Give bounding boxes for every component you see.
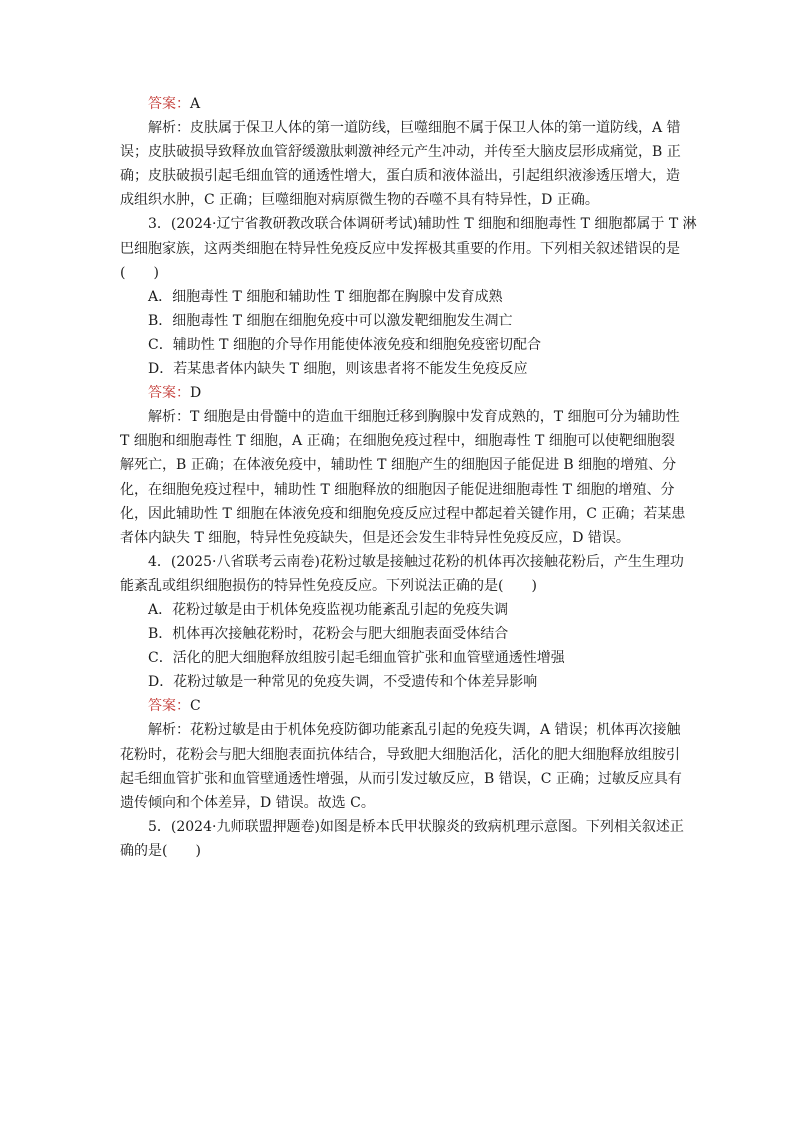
text-line: 确的是( ) bbox=[120, 842, 201, 859]
answer-label: 答案： bbox=[148, 385, 190, 402]
text-line: 误；皮肤破损导致释放血管舒缓激肽刺激神经元产生冲动，并传至大脑皮层形成痛觉，B 正 bbox=[120, 144, 681, 161]
option-a: A．花粉过敏是由于机体免疫监视功能紊乱引起的免疫失调 bbox=[148, 601, 509, 618]
document-page bbox=[120, 92, 697, 863]
answer-blank: ( ) bbox=[120, 264, 159, 281]
text-line: 解析：花粉过敏是由于机体免疫防御功能紊乱引起的免疫失调，A 错误；机体再次接触 bbox=[148, 722, 681, 739]
question-4-stem: 4．(2025·八省联考云南卷)花粉过敏是接触过花粉的机体再次接触花粉后，产生生理功 bbox=[148, 553, 684, 570]
answer-value: A bbox=[190, 96, 201, 112]
question-5-stem: 5．(2024·九师联盟押题卷)如图是桥本氏甲状腺炎的致病机理示意图。下列相关叙述正 bbox=[148, 818, 684, 835]
text-line: 解死亡，B 正确；在体液免疫中，辅助性 T 细胞产生的细胞因子能促进 B 细胞的增殖、分 bbox=[120, 457, 677, 474]
text-line: 成组织水肿，C 正确；巨噬细胞对病原微生物的吞噬不具有特异性，D 正确。 bbox=[120, 192, 599, 209]
text-line: 能紊乱或组织细胞损伤的特异性免疫反应。下列说法正确的是( ) bbox=[120, 577, 537, 594]
option-c: C．辅助性 T 细胞的介导作用能使体液免疫和细胞免疫密切配合 bbox=[148, 336, 541, 353]
option-a: A．细胞毒性 T 细胞和辅助性 T 细胞都在胸腺中发育成熟 bbox=[148, 288, 503, 305]
answer-line-1 bbox=[120, 92, 676, 116]
option-d: D．花粉过敏是一种常见的免疫失调，不受遗传和个体差异影响 bbox=[148, 674, 538, 691]
option-b: B．细胞毒性 T 细胞在细胞免疫中可以激发靶细胞发生凋亡 bbox=[148, 312, 513, 329]
answer-label: 答案： bbox=[148, 96, 190, 112]
text-line: 确；皮肤破损引起毛细血管的通透性增大，蛋白质和液体溢出，引起组织液渗透压增大，造 bbox=[120, 168, 680, 185]
text-line: 起毛细血管扩张和血管壁通透性增强，从而引发过敏反应，B 错误，C 正确；过敏反应具有 bbox=[120, 770, 682, 787]
text-line: 化，因此辅助性 T 细胞在体液免疫和细胞免疫反应过程中都起着关键作用，C 正确；若某患 bbox=[120, 505, 686, 522]
answer-value: C bbox=[190, 698, 201, 715]
text-line: 花粉时，花粉会与肥大细胞表面抗体结合，导致肥大细胞活化，活化的肥大细胞释放组胺引 bbox=[120, 746, 680, 763]
question-3-stem: 3．(2024·辽宁省教研教改联合体调研考试)辅助性 T 细胞和细胞毒性 T 细胞都属于 T 淋 bbox=[148, 216, 697, 233]
answer-line-3 bbox=[120, 381, 676, 405]
text-line: 解析：T 细胞是由骨髓中的造血干细胞迁移到胸腺中发育成熟的，T 细胞可分为辅助性 bbox=[148, 409, 680, 426]
text-line: T 细胞和细胞毒性 T 细胞，A 正确；在细胞免疫过程中，细胞毒性 T 细胞可以使靶细胞裂 bbox=[120, 433, 675, 450]
text-line: 巴细胞家族，这两类细胞在特异性免疫反应中发挥极其重要的作用。下列相关叙述错误的是 bbox=[120, 240, 680, 257]
text-line: 解析：皮肤属于保卫人体的第一道防线，巨噬细胞不属于保卫人体的第一道防线，A 错 bbox=[148, 120, 681, 137]
option-b: B．机体再次接触花粉时，花粉会与肥大细胞表面受体结合 bbox=[148, 626, 509, 643]
text-line: 遗传倾向和个体差异，D 错误。故选 C。 bbox=[120, 794, 375, 811]
answer-value: D bbox=[190, 385, 202, 402]
text-line: 者体内缺失 T 细胞，特异性免疫缺失，但是还会发生非特异性免疫反应，D 错误。 bbox=[120, 529, 630, 546]
option-c: C．活化的肥大细胞释放组胺引起毛细血管扩张和血管壁通透性增强 bbox=[148, 650, 565, 667]
text-line: 化，在细胞免疫过程中，辅助性 T 细胞释放的细胞因子能促进细胞毒性 T 细胞的增殖、分 bbox=[120, 481, 675, 498]
answer-label: 答案： bbox=[148, 698, 190, 715]
option-d: D．若某患者体内缺失 T 细胞，则该患者将不能发生免疫反应 bbox=[148, 361, 528, 378]
answer-line-4 bbox=[120, 694, 676, 718]
